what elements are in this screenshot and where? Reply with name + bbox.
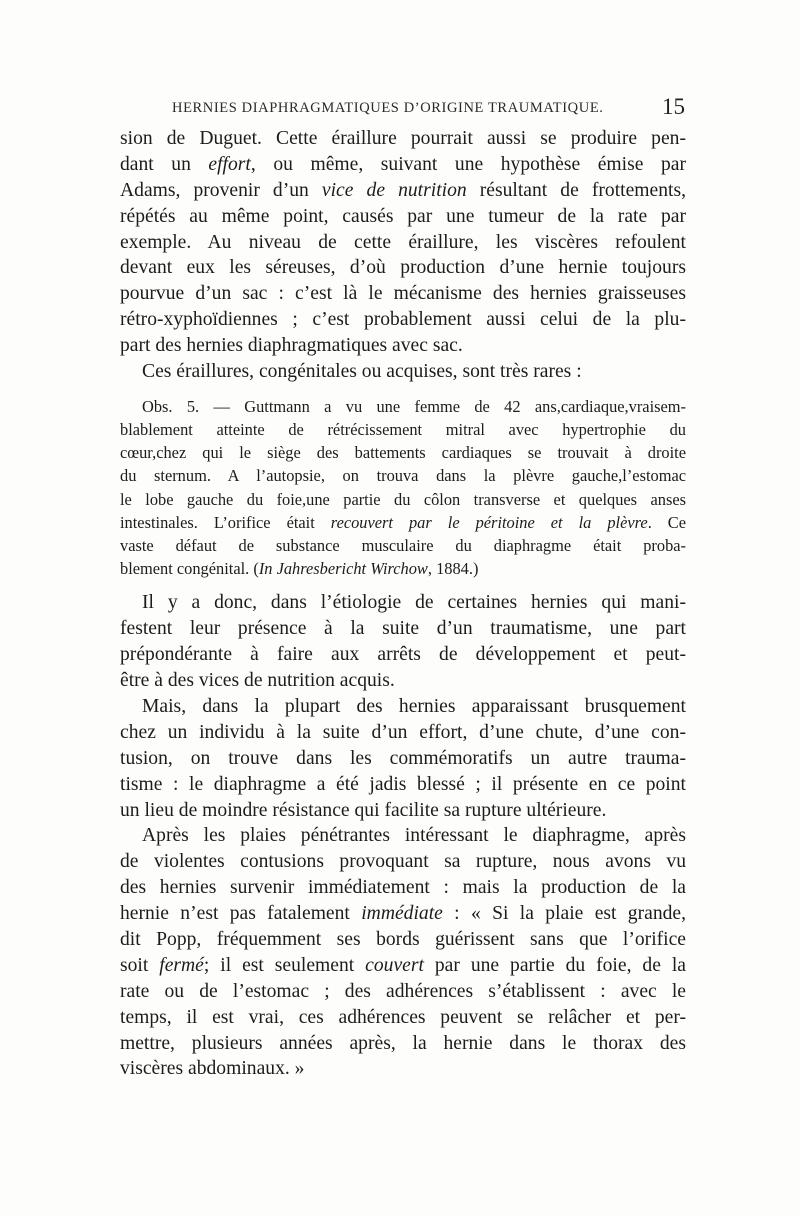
observation-note — [120, 395, 686, 581]
paragraph-etiologie — [120, 590, 686, 694]
text-line: exemple. Au niveau de cette éraillure, les viscères refoulent — [120, 231, 686, 253]
text-line: rétro-xyphoïdiennes ; c’est probablement aussi celui de la plu- — [120, 309, 686, 331]
paragraph-hernies-brusques — [120, 694, 686, 823]
paragraph-eraillures — [120, 359, 686, 385]
text-line: Obs. 5. — Guttmann a vu une femme de 42 ans,cardiaque,vraisem- — [142, 396, 686, 416]
text-line: de violentes contusions provoquant sa rupture, nous avons vu — [120, 851, 686, 873]
text-line: devant eux les séreuses, d’où production d’une hernie toujours — [120, 257, 686, 279]
running-head — [120, 96, 685, 120]
text-line: un lieu de moindre résistance qui facilite sa rupture ultérieure. — [120, 799, 607, 821]
text-line: être à des vices de nutrition acquis. — [120, 670, 395, 692]
note-spacer — [120, 580, 686, 590]
text-line: chez un individu à la suite d’un effort, d’une chute, d’une con- — [120, 721, 686, 743]
body-text — [120, 126, 686, 1082]
text-line: part des hernies diaphragmatiques avec sac. — [120, 335, 463, 357]
text-line: dant un effort, ou même, suivant une hypothèse émise par — [120, 153, 686, 175]
text-line: Ces éraillures, congénitales ou acquises, sont très rares : — [142, 361, 582, 383]
text-line: festent leur présence à la suite d’un traumatisme, une part — [120, 618, 686, 640]
text-line: Adams, provenir d’un vice de nutrition résultant de frottements, — [120, 179, 686, 201]
text-line: dit Popp, fréquemment ses bords guérissent sans que l’orifice — [120, 928, 686, 950]
text-line: temps, il est vrai, ces adhérences peuvent se relâcher et per- — [120, 1006, 686, 1028]
text-line: Après les plaies pénétrantes intéressant le diaphragme, après — [142, 825, 686, 847]
paragraph-continuation — [120, 126, 686, 359]
text-line: blablement atteinte de rétrécissement mitral avec hypertrophie du — [120, 420, 686, 440]
text-line: Il y a donc, dans l’étiologie de certaines hernies qui mani- — [142, 592, 686, 614]
text-line: vaste défaut de substance musculaire du diaphragme était proba- — [120, 536, 686, 556]
running-title: HERNIES DIAPHRAGMATIQUES D’ORIGINE TRAUMATIQUE. — [172, 100, 604, 116]
text-line: le lobe gauche du foie,une partie du côlon transverse et quelques anses — [120, 489, 686, 509]
text-line: sion de Duguet. Cette éraillure pourrait aussi se produire pen- — [120, 128, 686, 149]
text-line: intestinales. L’orifice était recouvert par le péritoine et la plèvre. Ce — [120, 512, 686, 532]
text-line: du sternum. A l’autopsie, on trouva dans la plèvre gauche,l’estomac — [120, 466, 686, 486]
text-line: tusion, on trouve dans les commémoratifs un autre trauma- — [120, 747, 686, 769]
text-line: répétés au même point, causés par une tumeur de la rate par — [120, 205, 686, 227]
text-line: des hernies survenir immédiatement : mais la production de la — [120, 877, 686, 899]
text-line: hernie n’est pas fatalement immédiate : « Si la plaie est grande, — [120, 903, 686, 925]
text-line: mettre, plusieurs années après, la hernie dans le thorax des — [120, 1032, 686, 1054]
text-line: Mais, dans la plupart des hernies apparaissant brusquement — [142, 695, 686, 717]
text-line: tisme : le diaphragme a été jadis blessé ; il présente en ce point — [120, 773, 686, 795]
text-line: blement congénital. (In Jahresbericht Wirchow, 1884.) — [120, 559, 479, 579]
text-line: prépondérante à faire aux arrêts de développement et peut- — [120, 644, 686, 666]
text-line: rate ou de l’estomac ; des adhérences s’établissent : avec le — [120, 980, 686, 1002]
text-line: soit fermé; il est seulement couvert par une partie du foie, de la — [120, 954, 686, 976]
text-line: cœur,chez qui le siège des battements cardiaques se trouvait à droite — [120, 443, 686, 463]
paragraph-plaies-penetrantes — [120, 823, 686, 1082]
text-line: viscères abdominaux. » — [120, 1058, 305, 1080]
text-line: pourvue d’un sac : c’est là le mécanisme des hernies graisseuses — [120, 283, 686, 305]
page-number: 15 — [662, 94, 685, 119]
